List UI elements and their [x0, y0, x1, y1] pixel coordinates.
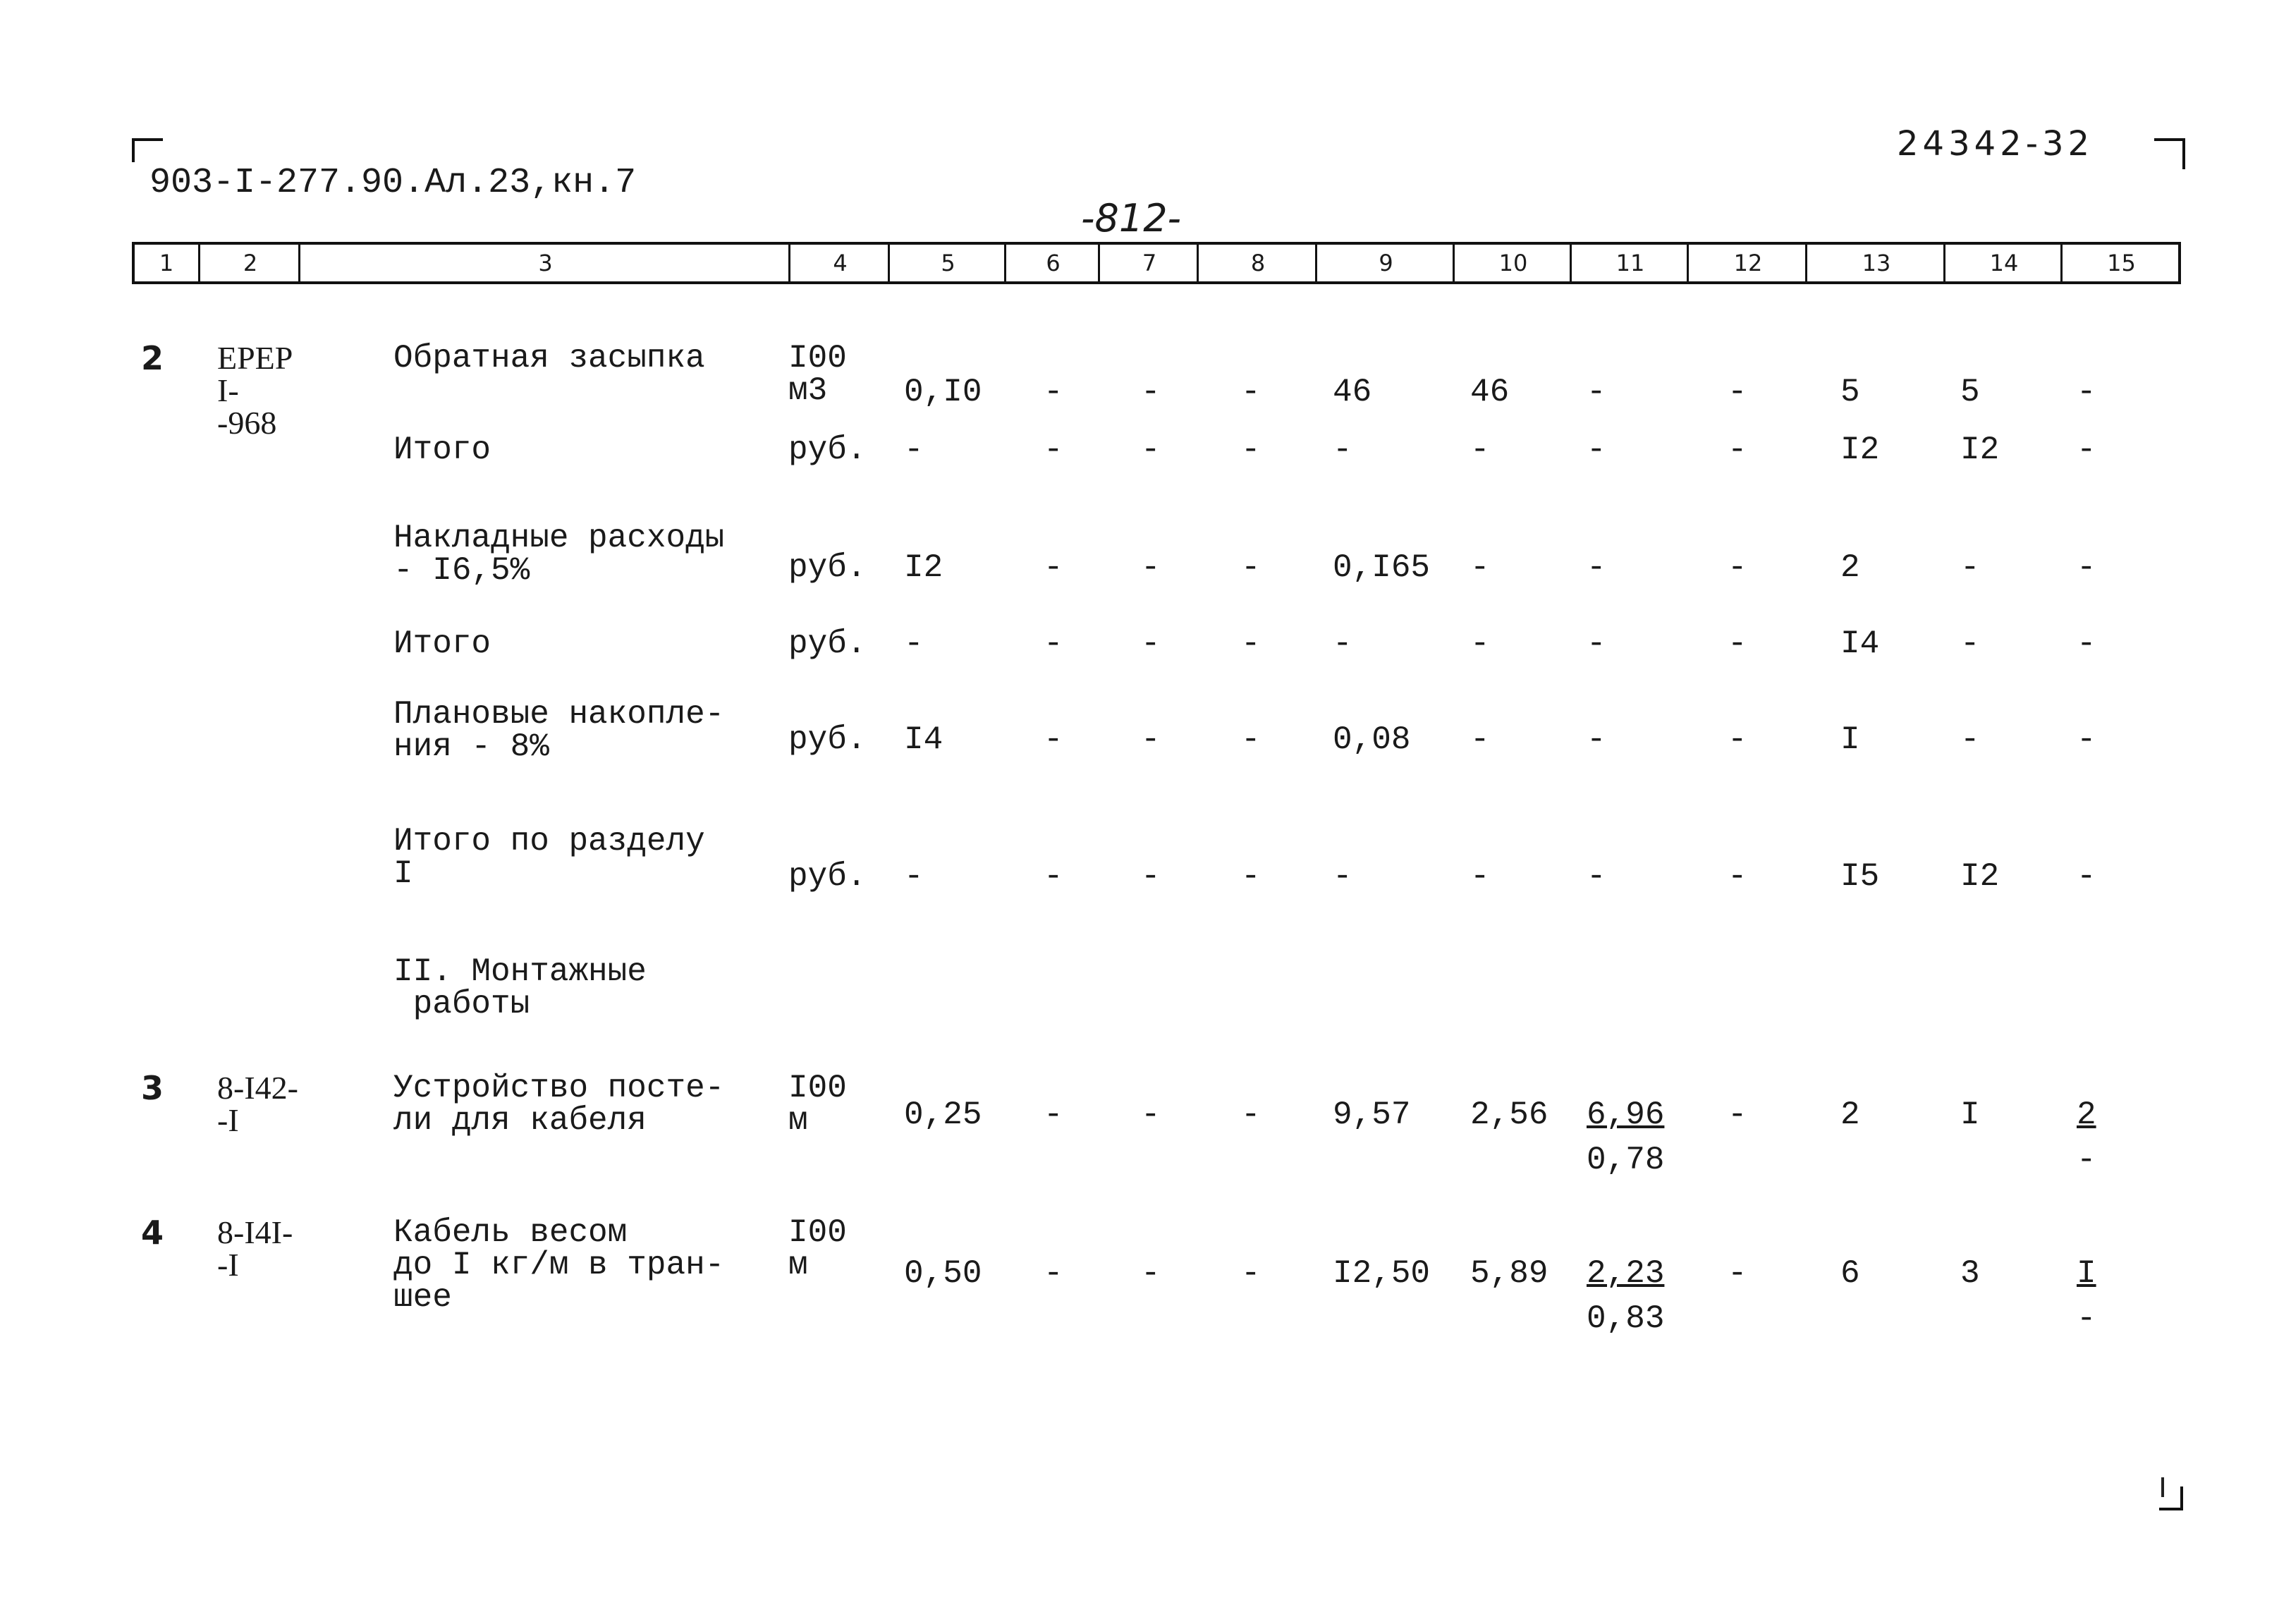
cell-c10: - [1470, 721, 1490, 758]
cell-c11: - [1587, 549, 1606, 586]
row-code: 8-I42- -I [217, 1070, 298, 1138]
row-unit: руб. [788, 858, 867, 895]
row-name: Итого по разделу I [393, 823, 705, 892]
cell-c8: - [1241, 858, 1261, 895]
cell-c15: - [2077, 625, 2096, 662]
cell-c13: I [1840, 721, 1860, 758]
header-col-4: 4 [788, 245, 890, 281]
cell-c6: - [1044, 625, 1063, 662]
cell-c12: - [1728, 1255, 1747, 1292]
document-reference: 903-I-277.90.Ал.23,кн.7 [149, 163, 637, 203]
cell-c13: 5 [1840, 374, 1860, 410]
header-col-15: 15 [2060, 245, 2180, 281]
cell-c11: - [1587, 858, 1606, 895]
cell-c10: - [1470, 432, 1490, 468]
header-col-3: 3 [298, 245, 790, 281]
cell-c13: I5 [1840, 858, 1880, 895]
row-name: Накладные расходы - I6,5% [393, 520, 725, 589]
column-number-header [132, 242, 2181, 284]
page-number: -812- [1081, 196, 1182, 240]
cell-c12: - [1728, 374, 1747, 410]
cell-c10: - [1470, 858, 1490, 895]
cell-c6: - [1044, 1255, 1063, 1292]
cell-c9: - [1333, 432, 1352, 468]
row-unit: руб. [788, 432, 867, 468]
cell-c14: - [1960, 549, 1980, 586]
row-name: Итого [393, 432, 491, 468]
cell-c5: 0,50 [904, 1255, 982, 1292]
header-col-12: 12 [1687, 245, 1807, 281]
cell-c10: - [1470, 625, 1490, 662]
cell-c12: - [1728, 549, 1747, 586]
cell-c15: I [2077, 1255, 2096, 1292]
cell-c8: - [1241, 1097, 1261, 1133]
cell-c6: - [1044, 374, 1063, 410]
header-col-5: 5 [888, 245, 1006, 281]
cell-c5: - [904, 625, 924, 662]
cell-c8: - [1241, 374, 1261, 410]
cell-c7: - [1141, 625, 1161, 662]
cell-c11: - [1587, 432, 1606, 468]
cell-c9: 0,08 [1333, 721, 1411, 758]
cell-c15: 2 [2077, 1097, 2096, 1133]
cell-c12: - [1728, 625, 1747, 662]
cell-c7: - [1141, 858, 1161, 895]
row-unit: I00 м3 [788, 340, 847, 409]
cell-c8: - [1241, 549, 1261, 586]
row-unit: руб. [788, 549, 867, 586]
row-number: 3 [141, 1069, 164, 1107]
cell-c12: - [1728, 1097, 1747, 1133]
cell-c11: - [1587, 374, 1606, 410]
cell-c7: - [1141, 374, 1161, 410]
cell-c13: 6 [1840, 1255, 1860, 1292]
header-col-1: 1 [159, 250, 174, 276]
header-col-14: 14 [1943, 245, 2063, 281]
cell-c7: - [1141, 432, 1161, 468]
cell-c11-lower: 0,78 [1587, 1142, 1665, 1178]
header-col-7: 7 [1098, 245, 1199, 281]
corner-mark-top-left [132, 138, 163, 162]
cell-c6: - [1044, 1097, 1063, 1133]
cell-c6: - [1044, 858, 1063, 895]
cell-c15-lower: - [2077, 1142, 2096, 1178]
header-col-6: 6 [1004, 245, 1100, 281]
archive-number: 24342-32 [1897, 124, 2094, 164]
cell-c14: I2 [1960, 858, 2000, 895]
row-name: Устройство посте- ли для кабеля [393, 1070, 725, 1139]
cell-c8: - [1241, 625, 1261, 662]
header-col-13: 13 [1805, 245, 1945, 281]
cell-c8: - [1241, 432, 1261, 468]
cell-c14: - [1960, 625, 1980, 662]
row-unit: I00 м [788, 1214, 847, 1283]
cell-c9: - [1333, 858, 1352, 895]
cell-c5: I4 [904, 721, 943, 758]
stray-mark [2161, 1477, 2164, 1497]
row-name: II. Монтажные работы [393, 953, 647, 1022]
cell-c8: - [1241, 721, 1261, 758]
row-name: Кабель весом до I кг/м в тран- шее [393, 1214, 725, 1316]
cell-c9: 46 [1333, 374, 1372, 410]
cell-c15: - [2077, 374, 2096, 410]
row-code: ЕРЕР I- -968 [217, 340, 293, 441]
cell-c13: I2 [1840, 432, 1880, 468]
cell-c7: - [1141, 549, 1161, 586]
cell-c10: - [1470, 549, 1490, 586]
cell-c5: - [904, 858, 924, 895]
cell-c5: - [904, 432, 924, 468]
cell-c10: 2,56 [1470, 1097, 1548, 1133]
row-name: Итого [393, 625, 491, 662]
cell-c15: - [2077, 432, 2096, 468]
row-unit: руб. [788, 625, 867, 662]
cell-c11: 6,96 [1587, 1097, 1665, 1133]
cell-c6: - [1044, 721, 1063, 758]
row-unit: I00 м [788, 1070, 847, 1139]
cell-c12: - [1728, 721, 1747, 758]
cell-c11: - [1587, 625, 1606, 662]
cell-c15: - [2077, 549, 2096, 586]
cell-c9: - [1333, 625, 1352, 662]
cell-c14: 3 [1960, 1255, 1980, 1292]
header-col-9: 9 [1315, 245, 1455, 281]
cell-c8: - [1241, 1255, 1261, 1292]
cell-c14: 5 [1960, 374, 1980, 410]
row-number: 4 [141, 1214, 164, 1252]
cell-c11: - [1587, 721, 1606, 758]
cell-c7: - [1141, 721, 1161, 758]
cell-c12: - [1728, 432, 1747, 468]
cell-c5: I2 [904, 549, 943, 586]
row-unit: руб. [788, 721, 867, 758]
cell-c9: 9,57 [1333, 1097, 1411, 1133]
header-col-2: 2 [198, 245, 300, 281]
cell-c5: 0,I0 [904, 374, 982, 410]
cell-c9: 0,I65 [1333, 549, 1431, 586]
cell-c11: 2,23 [1587, 1255, 1665, 1292]
cell-c15-lower: - [2077, 1300, 2096, 1337]
cell-c10: 5,89 [1470, 1255, 1548, 1292]
cell-c13: 2 [1840, 1097, 1860, 1133]
cell-c14: I [1960, 1097, 1980, 1133]
cell-c12: - [1728, 858, 1747, 895]
cell-c7: - [1141, 1255, 1161, 1292]
cell-c13: I4 [1840, 625, 1880, 662]
header-col-8: 8 [1197, 245, 1317, 281]
header-col-10: 10 [1453, 245, 1572, 281]
cell-c14: - [1960, 721, 1980, 758]
cell-c11-lower: 0,83 [1587, 1300, 1665, 1337]
row-name: Плановые накопле- ния - 8% [393, 696, 725, 765]
cell-c5: 0,25 [904, 1097, 982, 1133]
cell-c6: - [1044, 549, 1063, 586]
corner-mark-top-right [2154, 138, 2185, 169]
cell-c7: - [1141, 1097, 1161, 1133]
cell-c9: I2,50 [1333, 1255, 1431, 1292]
cell-c10: 46 [1470, 374, 1510, 410]
row-code: 8-I4I- -I [217, 1214, 293, 1283]
row-number: 2 [141, 339, 164, 377]
row-name: Обратная засыпка [393, 340, 705, 377]
cell-c6: - [1044, 432, 1063, 468]
cell-c13: 2 [1840, 549, 1860, 586]
header-col-11: 11 [1570, 245, 1689, 281]
cell-c15: - [2077, 721, 2096, 758]
cell-c14: I2 [1960, 432, 2000, 468]
cell-c15: - [2077, 858, 2096, 895]
